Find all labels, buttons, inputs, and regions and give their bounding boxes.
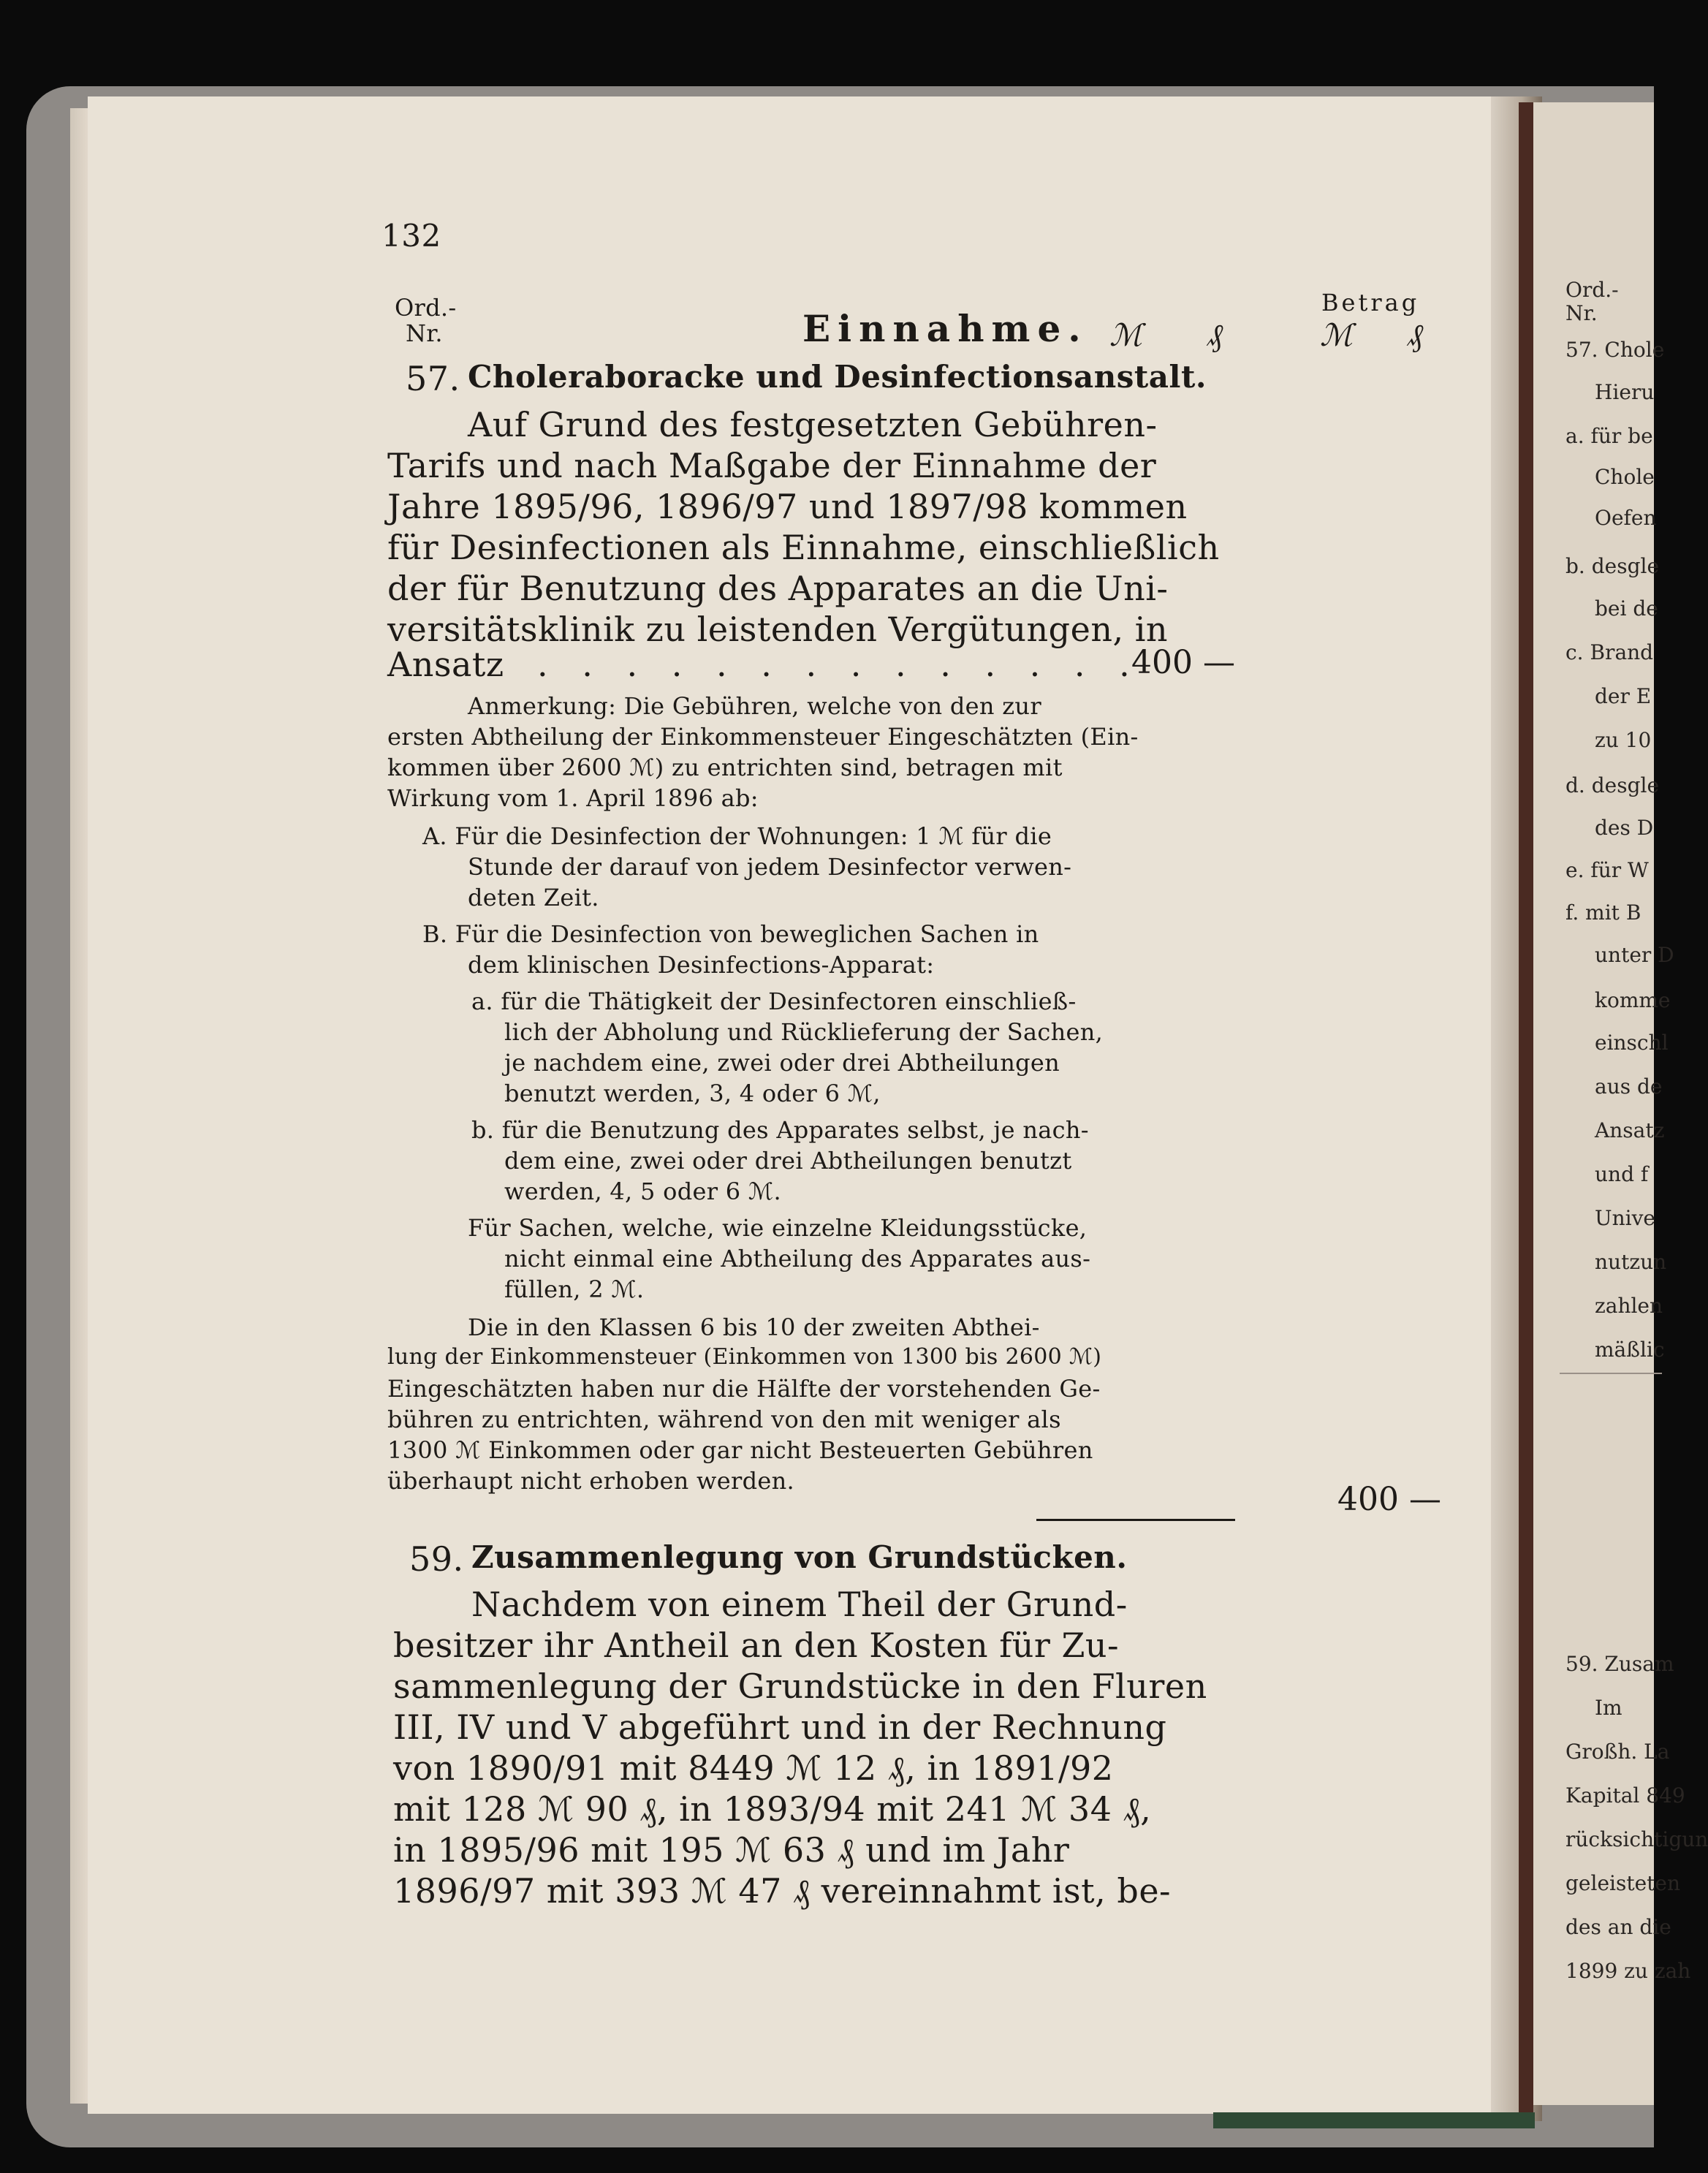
adjacent-page-line: b. desgle [1565,554,1660,578]
column-header-nr: Nr. [406,319,443,347]
adjacent-page-line: bei de [1595,596,1658,621]
adjacent-page-line: c. Brand [1565,640,1654,664]
page-title: Einnahme. [802,307,1088,350]
section-59-line: Nachdem von einem Theil der Grund- [471,1585,1128,1624]
currency-mark-pf-2: ₰ [1408,317,1423,353]
adjacent-page-line: zu 10 [1595,728,1652,752]
section-heading-57: Choleraboracke und Desinfectionsanstalt. [468,359,1207,395]
book-binding [1519,102,1533,2120]
note-item-a: Stunde der darauf von jedem Desinfector verwen- [468,853,1072,881]
section-59-line: sammenlegung der Grundstücke in den Fluren [393,1666,1207,1706]
section-57-line: für Desinfectionen als Einnahme, einschließlich [387,528,1220,567]
section-number-57: 57. [406,359,460,398]
note-line: kommen über 2600 ℳ) zu entrichten sind, betragen mit [387,754,1063,781]
note-klassen: lung der Einkommensteuer (Einkommen von 1300 bis 2600 ℳ) [387,1344,1102,1370]
amount-57: 400 — [1131,644,1235,681]
adjacent-page-line: Oefen [1595,506,1657,530]
note-klassen: 1300 ℳ Einkommen oder gar nicht Besteuerten Gebühren [387,1436,1093,1464]
adjacent-page-line: des D [1595,816,1654,840]
adjacent-page-line: e. für W [1565,858,1649,882]
note-line: ersten Abtheilung der Einkommensteuer Eingeschätzten (Ein- [387,723,1139,751]
currency-mark-m-2: ℳ [1320,317,1353,353]
note-line: Wirkung vom 1. April 1896 ab: [387,784,759,812]
adjacent-page-line: 57. Chole [1565,338,1665,362]
adjacent-page [1533,102,1708,2105]
note-klassen: bühren zu entrichten, während von den mit weniger als [387,1406,1061,1433]
note-line: Anmerkung: Die Gebühren, welche von den zur [468,692,1041,720]
note-item-b: B. Für die Desinfection von beweglichen Sachen in [422,920,1039,948]
note-sachen: nicht einmal eine Abtheilung des Apparates aus- [504,1245,1091,1273]
note-item-bb: b. für die Benutzung des Apparates selbst, je nach- [471,1116,1089,1144]
page-number: 132 [382,218,441,254]
section-59-line: von 1890/91 mit 8449 ℳ 12 ₰, in 1891/92 [393,1748,1114,1788]
section-57-line: Jahre 1895/96, 1896/97 und 1897/98 kommen [387,487,1188,526]
leader-dots: . . . . . . . . . . . . . . [537,645,1142,684]
adjacent-page-line: Im [1595,1696,1622,1720]
adjacent-page-line: d. desgle [1565,773,1660,797]
section-57-line: Ansatz [387,645,504,684]
adjacent-page-header: Nr. [1565,301,1598,325]
note-item-a: A. Für die Desinfection der Wohnungen: 1 ℳ für die [422,822,1052,850]
note-klassen: überhaupt nicht erhoben werden. [387,1467,794,1495]
section-57-line: Auf Grund des festgesetzten Gebühren- [468,405,1158,444]
note-sachen: füllen, 2 ℳ. [504,1275,645,1303]
section-59-line: mit 128 ℳ 90 ₰, in 1893/94 mit 241 ℳ 34 ₰, [393,1789,1152,1829]
adjacent-page-line: rücksichtigun [1565,1827,1708,1851]
adjacent-page-line: des an die [1565,1915,1671,1939]
section-57-line: Tarifs und nach Maßgabe der Einnahme der [387,446,1157,485]
note-klassen: Eingeschätzten haben nur die Hälfte der vorstehenden Ge- [387,1375,1101,1403]
note-klassen: Die in den Klassen 6 bis 10 der zweiten Abthei- [468,1313,1040,1341]
currency-mark-pf-1: ₰ [1207,317,1223,353]
adjacent-page-rule [1560,1373,1662,1374]
note-item-ba: a. für die Thätigkeit der Desinfectoren einschließ- [471,987,1077,1015]
adjacent-page-line: a. für be [1565,424,1653,448]
section-59-line: in 1895/96 mit 195 ℳ 63 ₰ und im Jahr [393,1830,1070,1870]
section-57-line: der für Benutzung des Apparates an die Uni- [387,569,1169,608]
adjacent-page-line: 1899 zu zah [1565,1959,1691,1983]
note-item-bb: dem eine, zwei oder drei Abtheilungen benutzt [504,1147,1072,1175]
note-item-ba: benutzt werden, 3, 4 oder 6 ℳ, [504,1080,881,1107]
section-59-line: 1896/97 mit 393 ℳ 47 ₰ vereinnahmt ist, be- [393,1871,1172,1911]
adjacent-page-line: einschl [1595,1031,1669,1055]
section-heading-59: Zusammenlegung von Grundstücken. [471,1539,1128,1575]
column-header-ord: Ord.- [395,294,457,322]
adjacent-page-line: Chole [1595,465,1655,489]
adjacent-page-line: nutzun [1595,1250,1667,1274]
section-59-line: besitzer ihr Antheil an den Kosten für Zu- [393,1626,1120,1665]
note-item-bb: werden, 4, 5 oder 6 ℳ. [504,1177,781,1205]
adjacent-page-line: f. mit B [1565,900,1641,925]
adjacent-page-line: Kapital 849 [1565,1783,1685,1808]
adjacent-page-line: Unive [1595,1206,1655,1230]
amount-total: 400 — [1337,1481,1441,1518]
currency-mark-m-1: ℳ [1109,317,1142,353]
note-item-a: deten Zeit. [468,884,599,911]
sum-rule [1036,1519,1235,1521]
adjacent-page-line: mäßlic [1595,1338,1665,1362]
note-sachen: Für Sachen, welche, wie einzelne Kleidungsstücke, [468,1214,1088,1242]
cover-edge [1213,2112,1535,2128]
note-item-ba: je nachdem eine, zwei oder drei Abtheilungen [504,1049,1060,1077]
adjacent-page-line: unter D [1595,943,1674,967]
adjacent-page-line: 59. Zusam [1565,1652,1674,1676]
adjacent-page-line: zahlen [1595,1294,1663,1318]
note-item-ba: lich der Abholung und Rücklieferung der Sachen, [504,1018,1104,1046]
section-59-line: III, IV und V abgeführt und in der Rechnung [393,1707,1167,1747]
adjacent-page-line: aus de [1595,1074,1663,1099]
adjacent-page-line: geleisteten [1565,1871,1681,1895]
adjacent-page-line: komme [1595,988,1671,1012]
adjacent-page-line: Großh. La [1565,1740,1670,1764]
section-57-line: versitätsklinik zu leistenden Vergütungen, in [387,610,1169,649]
adjacent-page-line: Hieru [1595,380,1655,404]
adjacent-page-line: Ansatz [1595,1118,1665,1142]
note-item-b: dem klinischen Desinfections-Apparat: [468,951,935,979]
section-number-59: 59. [409,1539,464,1579]
adjacent-page-line: der E [1595,684,1652,708]
column-header-betrag: Betrag [1321,289,1420,316]
adjacent-page-header: Ord.- [1565,278,1619,302]
adjacent-page-line: und f [1595,1162,1649,1186]
